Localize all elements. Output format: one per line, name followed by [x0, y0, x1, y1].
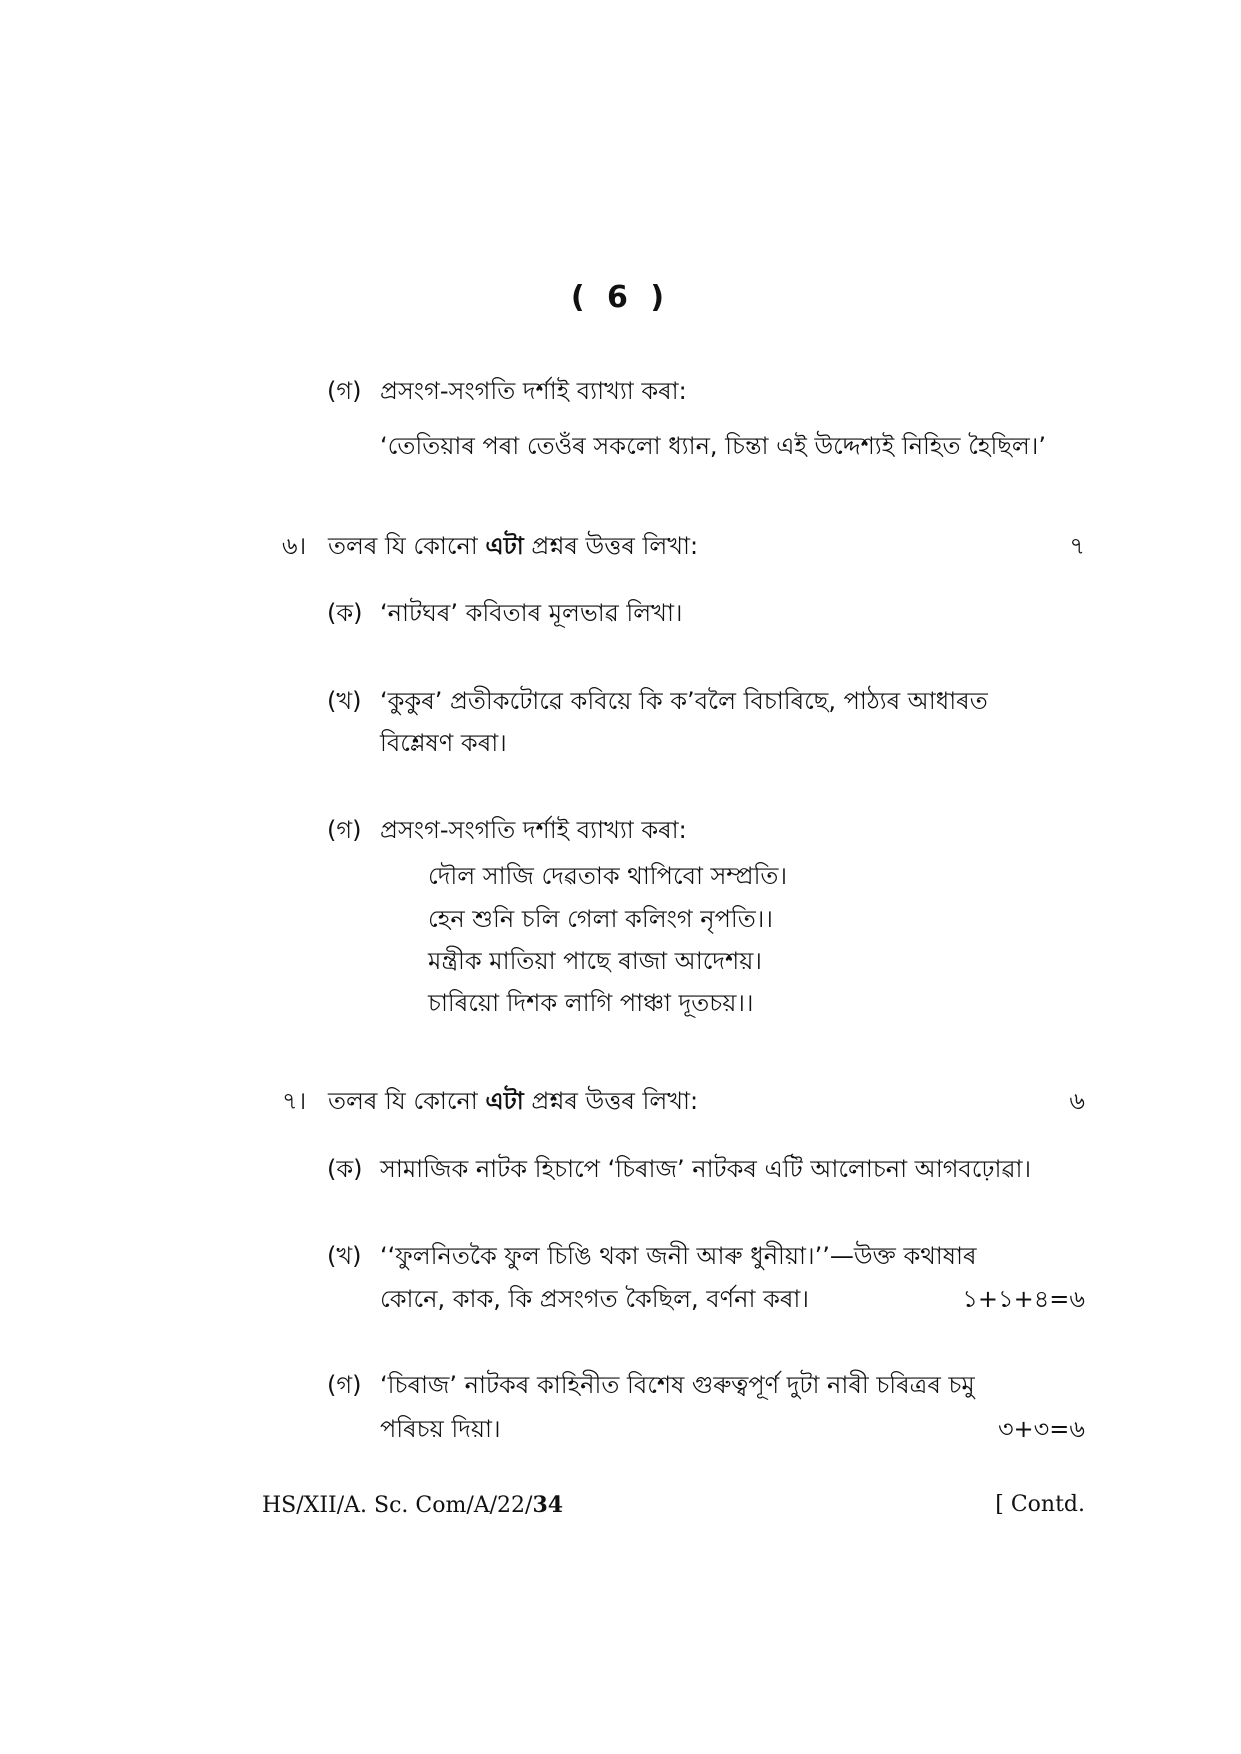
q7-b-text-line1: ‘‘ফুলনিতকৈ ফুল চিঙি থকা জনী আৰু ধুনীয়া।’’—উক্ত কথাষাৰ — [380, 1242, 977, 1270]
page-number: ( 6 ) — [570, 280, 671, 315]
q5-c-text: প্ৰসংগ-সংগতি দৰ্শাই ব্যাখ্যা কৰা: — [380, 377, 687, 405]
q5-c-quote: ‘তেতিয়াৰ পৰা তেওঁৰ সকলো ধ্যান, চিন্তা এই উদ্দেশ্যই নিহিত হৈছিল।’ — [380, 432, 1046, 460]
q7-b-text-line2: কোনে, কাক, কি প্ৰসংগত কৈছিল, বৰ্ণনা কৰা। — [380, 1285, 809, 1313]
q6-instruction-pre: তলৰ যি কোনো — [328, 532, 478, 560]
q6-a-label: (ক) — [327, 599, 363, 627]
paper-code-prefix: HS/XII/A. Sc. Com/A/22/ — [262, 1493, 533, 1518]
q6-c-label: (গ) — [327, 816, 362, 844]
q7-b-marks: ১+১+৪=৬ — [962, 1285, 1085, 1313]
q6-b-text-line2: বিশ্লেষণ কৰা। — [380, 729, 507, 757]
q6-instruction — [328, 531, 698, 561]
q6-instruction-post: প্ৰশ্নৰ উত্তৰ লিখা: — [531, 532, 699, 560]
q7-b-label: (খ) — [327, 1242, 362, 1270]
q7-c-label: (গ) — [327, 1371, 362, 1399]
paper-code-number: 34 — [532, 1492, 564, 1518]
q6-a-text: ‘নাটঘৰ’ কবিতাৰ মূলভাৱ লিখা। — [380, 599, 683, 627]
q7-c-marks: ৩+৩=৬ — [997, 1415, 1085, 1443]
q7-c-text-line1: ‘চিৰাজ’ নাটকৰ কাহিনীত বিশেষ গুৰুত্বপূৰ্ণ দুটা নাৰী চৰিত্ৰৰ চমু — [380, 1371, 975, 1399]
q7-c-text-line2: পৰিচয় দিয়া। — [380, 1415, 501, 1443]
q6-c-text: প্ৰসংগ-সংগতি দৰ্শাই ব্যাখ্যা কৰা: — [380, 816, 687, 844]
q6-poem-line-3: মন্ত্ৰীক মাতিয়া পাছে ৰাজা আদেশয়। — [428, 947, 762, 975]
q6-number: ৬। — [282, 532, 307, 560]
q7-marks: ৬ — [1069, 1087, 1085, 1115]
q7-number: ৭। — [282, 1087, 307, 1115]
q6-poem-line-4: চাৰিয়ো দিশক লাগি পাঞ্চা দূতচয়।। — [428, 989, 754, 1017]
q7-instruction — [328, 1086, 698, 1116]
q7-a-label: (ক) — [327, 1155, 363, 1183]
q7-instruction-post: প্ৰশ্নৰ উত্তৰ লিখা: — [531, 1087, 699, 1115]
q7-instruction-pre: তলৰ যি কোনো — [328, 1087, 478, 1115]
q7-instruction-bold: এটা — [485, 1087, 524, 1115]
q6-b-text-line1: ‘কুকুৰ’ প্ৰতীকটোৱে কবিয়ে কি ক’বলৈ বিচাৰিছে, পাঠ্যৰ আধাৰত — [380, 687, 988, 715]
q6-poem-line-2: হেন শুনি চলি গেলা কলিংগ নৃপতি।। — [428, 905, 773, 933]
q6-poem-line-1: দৌল সাজি দেৱতাক থাপিবো সম্প্ৰতি। — [428, 862, 788, 890]
paper-code — [262, 1490, 563, 1521]
q5-c-label: (গ) — [327, 377, 362, 405]
contd-label: [ Contd. — [995, 1492, 1085, 1517]
q7-a-text: সামাজিক নাটক হিচাপে ‘চিৰাজ’ নাটকৰ এটি আলোচনা আগবঢ়োৱা। — [380, 1155, 1032, 1183]
q6-b-label: (খ) — [327, 687, 362, 715]
q6-instruction-bold: এটা — [485, 532, 524, 560]
q6-marks: ৭ — [1069, 532, 1085, 560]
